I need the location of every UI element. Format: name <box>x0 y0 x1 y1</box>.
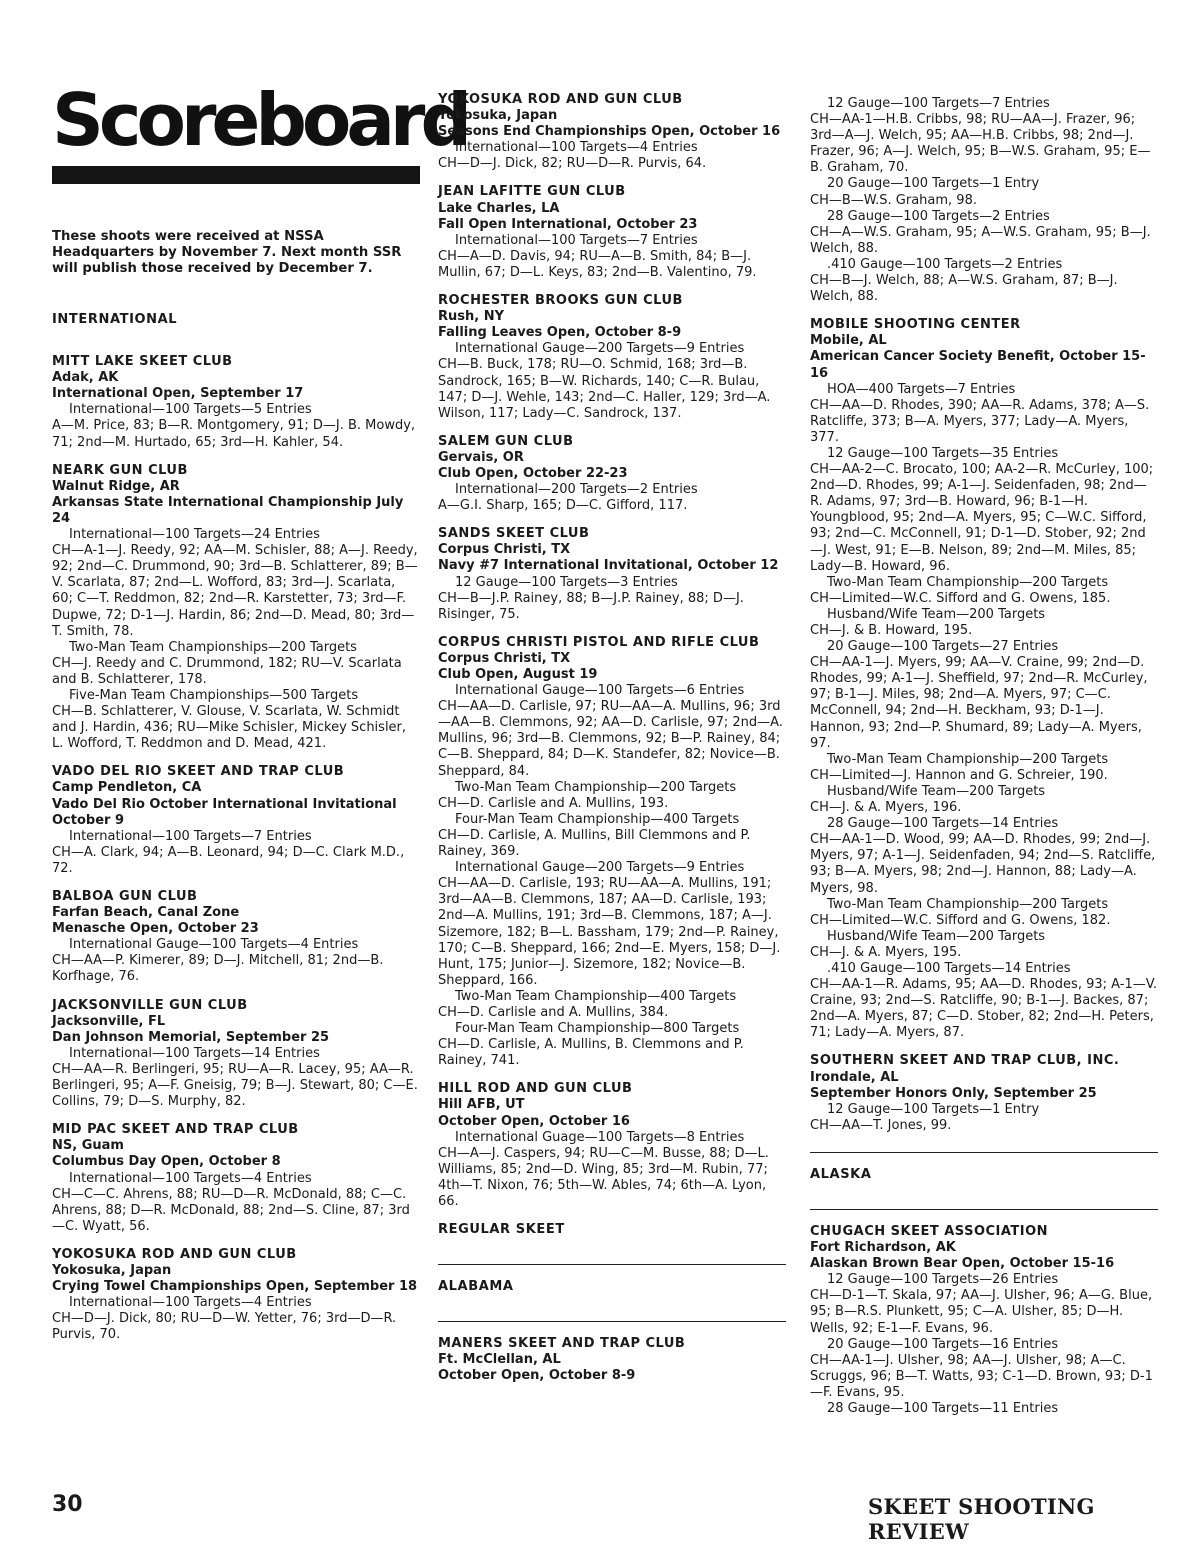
club-location: Corpus Christi, TX <box>438 542 571 558</box>
event-title: Crying Towel Championships Open, September 18 <box>52 1279 418 1295</box>
results-text: CH—AA—D. Carlisle, 97; RU—AA—A. Mullins, 96; 3rd—AA—B. Clemmons, 92; AA—D. Carlisle, 97; 2nd—A. Mullins, 96; 3rd—B. Clemmons, 92; B—P. Rainey, 84; C—B. Sheppard, 84; D—K. Standefer, 82; Novice—B. Sheppard, 84. <box>438 699 783 779</box>
event-class: International Gauge—200 Targets—9 Entries <box>455 341 745 357</box>
event-class: 20 Gauge—100 Targets—27 Entries <box>827 639 1059 655</box>
event-class: 12 Gauge—100 Targets—35 Entries <box>827 445 1059 461</box>
club-location: Jacksonville, FL <box>52 1013 166 1029</box>
results-text: CH—B—J.P. Rainey, 88; B—J.P. Rainey, 88; D—J. Risinger, 75. <box>438 590 744 622</box>
club-name: MID PAC SKEET AND TRAP CLUB <box>52 1122 299 1138</box>
club-name: MITT LAKE SKEET CLUB <box>52 354 233 370</box>
club-entry <box>438 1336 786 1384</box>
club-entry <box>438 92 786 172</box>
masthead-bar <box>52 166 420 184</box>
club-entry <box>52 764 418 877</box>
event-class: .410 Gauge—100 Targets—14 Entries <box>827 960 1071 976</box>
event-class: 28 Gauge—100 Targets—11 Entries <box>827 1401 1059 1417</box>
club-entry <box>52 1122 418 1235</box>
event-class: International—100 Targets—14 Entries <box>69 1045 320 1061</box>
club-location: Corpus Christi, TX <box>438 650 571 666</box>
club-entry <box>52 998 418 1111</box>
page-title: Scoreboard <box>52 78 467 162</box>
results-text: CH—J. & A. Myers, 196. <box>810 800 962 816</box>
results-text: CH—AA-1—D. Wood, 99; AA—D. Rhodes, 99; 2nd—J. Myers, 97; A-1—J. Seidenfaden, 94; 2nd—S. Ratcliffe, 93; B—A. Myers, 98; 2nd—J. Hannon, 88; Lady—A. Myers, 98. <box>810 832 1156 896</box>
results-text: CH—D-1—T. Skala, 97; AA—J. Ulsher, 96; A—G. Blue, 95; B—R.S. Plunkett, 95; C—A. Ulsher, 85; D—H. Wells, 92; E-1—F. Evans, 96. <box>810 1288 1153 1336</box>
results-text: CH—A—D. Davis, 94; RU—A—B. Smith, 84; B—J. Mullin, 67; D—L. Keys, 83; 2nd—B. Valentino, 79. <box>438 248 757 280</box>
club-name: NEARK GUN CLUB <box>52 462 188 478</box>
club-location: Hill AFB, UT <box>438 1097 525 1113</box>
event-class: International—100 Targets—24 Entries <box>69 527 320 543</box>
club-name: SOUTHERN SKEET AND TRAP CLUB, INC. <box>810 1053 1120 1069</box>
divider <box>810 1209 1158 1210</box>
club-location: Irondale, AL <box>810 1069 899 1085</box>
club-name: YOKOSUKA ROD AND GUN CLUB <box>52 1246 297 1262</box>
club-location: Yokosuka, Japan <box>52 1262 172 1278</box>
event-class: Two-Man Team Championship—200 Targets <box>827 896 1109 912</box>
club-name: JEAN LAFITTE GUN CLUB <box>438 184 626 200</box>
results-text: CH—AA—D. Rhodes, 390; AA—R. Adams, 378; A—S. Ratcliffe, 373; B—A. Myers, 377; Lady—A. Myers, 377. <box>810 397 1150 445</box>
results-text: CH—AA-2—C. Brocato, 100; AA-2—R. McCurley, 100; 2nd—D. Rhodes, 99; A-1—J. Seidenfaden, 98; 2nd—R. Adams, 97; 3rd—B. Howard, 96; B-1—H. Youngblood, 95; 2nd—A. Myers, 95; C—W.C. Sifford, 93; 2nd—C. McConnell, 91; D-1—D. Stober, 92; 2nd—J. West, 91; E—B. Nelson, 89; 2nd—M. Miles, 85; Lady—B. Howard, 96. <box>810 462 1154 574</box>
event-class: 28 Gauge—100 Targets—14 Entries <box>827 816 1059 832</box>
section-heading: INTERNATIONAL <box>52 312 178 327</box>
club-name: VADO DEL RIO SKEET AND TRAP CLUB <box>52 764 345 780</box>
event-class: International—100 Targets—5 Entries <box>69 402 312 418</box>
event-title: Club Open, October 22-23 <box>438 465 628 481</box>
results-text: CH—B—W.S. Graham, 98. <box>810 192 977 208</box>
event-class: International—100 Targets—4 Entries <box>455 140 698 156</box>
magazine-name: SKEET SHOOTING REVIEW <box>868 1494 1095 1544</box>
club-entry <box>52 889 418 986</box>
club-entry <box>438 1081 786 1210</box>
event-class: Five-Man Team Championships—500 Targets <box>69 687 359 703</box>
event-class: Two-Man Team Championship—200 Targets <box>827 751 1109 767</box>
event-class: Husband/Wife Team—200 Targets <box>827 606 1046 622</box>
event-title: Vado Del Rio October International Invitational October 9 <box>52 796 397 828</box>
event-class: Husband/Wife Team—200 Targets <box>827 783 1046 799</box>
section-heading: ALABAMA <box>438 1279 514 1295</box>
event-class: 12 Gauge—100 Targets—1 Entry <box>827 1101 1040 1117</box>
results-text: CH—J. & A. Myers, 195. <box>810 944 962 960</box>
event-class: International Gauge—200 Targets—9 Entries <box>455 860 745 876</box>
event-class: 20 Gauge—100 Targets—16 Entries <box>827 1336 1059 1352</box>
results-text: CH—B. Schlatterer, V. Glouse, V. Scarlata, W. Schmidt and J. Hardin, 436; RU—Mike Schisler, Mickey Schisler, L. Wofford, T. Reddmon and D. Mead, 421. <box>52 704 407 752</box>
club-location: Fort Richardson, AK <box>810 1240 956 1256</box>
event-title: Club Open, August 19 <box>438 667 598 682</box>
event-title: Dan Johnson Memorial, September 25 <box>52 1029 330 1045</box>
results-text: CH—D. Carlisle and A. Mullins, 193. <box>438 795 669 811</box>
event-title: October Open, October 8-9 <box>438 1368 636 1384</box>
club-entry <box>810 317 1158 1041</box>
results-text: CH—AA—P. Kimerer, 89; D—J. Mitchell, 81; 2nd—B. Korfhage, 76. <box>52 953 384 985</box>
club-location: Camp Pendleton, CA <box>52 780 202 796</box>
results-text: CH—B. Buck, 178; RU—O. Schmid, 168; 3rd—B. Sandrock, 165; B—W. Richards, 140; C—R. Bulau, 147; D—J. Wehle, 143; 2nd—C. Haller, 129; 3rd—A. Wilson, 117; Lady—C. Sandrock, 137. <box>438 357 771 421</box>
results-text: CH—C—C. Ahrens, 88; RU—D—R. McDonald, 88; C—C. Ahrens, 88; D—R. McDonald, 88; 2nd—S. Cline, 87; 3rd—C. Wyatt, 56. <box>52 1186 410 1234</box>
club-location: Farfan Beach, Canal Zone <box>52 905 240 921</box>
event-class: Two-Man Team Championship—200 Targets <box>455 779 737 795</box>
results-text: CH—D. Carlisle, A. Mullins, Bill Clemmons and P. Rainey, 369. <box>438 827 751 860</box>
event-class: Two-Man Team Championships—200 Targets <box>69 639 357 655</box>
results-text: CH—A. Clark, 94; A—B. Leonard, 94; D—C. Clark M.D., 72. <box>52 844 405 876</box>
club-location: Walnut Ridge, AR <box>52 478 180 494</box>
results-text: CH—A-1—J. Reedy, 92; AA—M. Schisler, 88; A—J. Reedy, 92; 2nd—C. Drummond, 90; 3rd—B. Schlatterer, 89; B—V. Scarlata, 87; 2nd—L. Wofford, 83; 3rd—J. Scarlata, 60; C—T. Reddmon, 82; 2nd—R. Karstetter, 73; 3rd—F. Dupwe, 72; D-1—J. Hardin, 86; 2nd—D. Mead, 80; 3rd—T. Smith, 78. <box>52 543 418 639</box>
section-heading: ALASKA <box>810 1166 872 1182</box>
club-location: Yokosuka, Japan <box>438 108 558 124</box>
results-text: CH—D. Carlisle, A. Mullins, B. Clemmons and P. Rainey, 741. <box>438 1037 744 1069</box>
event-class: International—100 Targets—7 Entries <box>455 232 698 248</box>
event-class: .410 Gauge—100 Targets—2 Entries <box>827 256 1063 272</box>
results-text: CH—J. & B. Howard, 195. <box>810 623 973 638</box>
event-class: International Gauge—100 Targets—4 Entries <box>69 937 359 953</box>
club-name: JACKSONVILLE GUN CLUB <box>52 997 248 1013</box>
event-title: October Open, October 16 <box>438 1113 630 1129</box>
results-text: CH—Limited—J. Hannon and G. Schreier, 190. <box>810 767 1108 783</box>
club-entry <box>438 184 786 281</box>
club-entry <box>810 96 1158 305</box>
event-title: September Honors Only, September 25 <box>810 1085 1097 1101</box>
results-text: CH—A—J. Caspers, 94; RU—C—M. Busse, 88; D—L. Williams, 85; 2nd—D. Wing, 85; 3rd—M. Rubin, 77; 4th—T. Nixon, 76; 5th—W. Ables, 74; 6th—A. Lyon, 66. <box>438 1145 769 1209</box>
results-text: A—M. Price, 83; B—R. Montgomery, 91; D—J. B. Mowdy, 71; 2nd—M. Hurtado, 65; 3rd—H. Kahler, 54. <box>52 418 416 450</box>
results-text: CH—AA-1—J. Myers, 99; AA—V. Craine, 99; 2nd—D. Rhodes, 99; A-1—J. Sheffield, 97; 2nd—R. McCurley, 97; B-1—J. Miles, 98; 2nd—A. Myers, 97; C—C. McConnell, 94; 2nd—H. Beckham, 93; D-1—J. Hannon, 93; 2nd—P. Shumard, 89; Lady—A. Myers, 97. <box>810 655 1148 751</box>
club-location: Lake Charles, LA <box>438 200 560 216</box>
event-class: HOA—400 Targets—7 Entries <box>827 381 1016 397</box>
results-text: CH—A—W.S. Graham, 95; A—W.S. Graham, 95; B—J. Welch, 88. <box>810 224 1151 256</box>
club-entry <box>810 1053 1158 1133</box>
event-class: Four-Man Team Championship—400 Targets <box>455 811 740 827</box>
column-3 <box>810 96 1158 1429</box>
event-title: Alaskan Brown Bear Open, October 15-16 <box>810 1256 1115 1272</box>
event-class: International—100 Targets—7 Entries <box>69 828 312 844</box>
results-text: CH—AA—D. Carlisle, 193; RU—AA—A. Mullins, 191; 3rd—AA—B. Clemmons, 187; AA—D. Carlisle, 193; 2nd—A. Mullins, 191; 3rd—B. Clemmons, 187; A—J. Sizemore, 182; B—L. Bassham, 179; 2nd—P. Rainey, 170; C—B. Sheppard, 166; 2nd—E. Myers, 158; D—J. Hunt, 175; Junior—J. Sizemore, 182; Novice—B. Sheppard, 166. <box>438 876 781 988</box>
club-entry <box>438 293 786 422</box>
club-entry <box>438 434 786 514</box>
club-entry <box>438 526 786 623</box>
club-location: Mobile, AL <box>810 333 887 349</box>
club-entry <box>52 463 418 753</box>
club-name: MOBILE SHOOTING CENTER <box>810 317 1021 333</box>
column-2 <box>438 92 786 1397</box>
results-text: CH—AA-1—H.B. Cribbs, 98; RU—AA—J. Frazer, 96; 3rd—A—J. Welch, 95; AA—H.B. Cribbs, 98; 2nd—J. Frazer, 96; A—J. Welch, 95; B—W.S. Graham, 95; E—B. Graham, 70. <box>810 112 1151 176</box>
event-title: Menasche Open, October 23 <box>52 921 259 937</box>
results-text: CH—AA-1—R. Adams, 95; AA—D. Rhodes, 93; A-1—V. Craine, 93; 2nd—S. Ratcliffe, 90; B-1—J. Backes, 87; 2nd—A. Myers, 87; C—D. Stober, 82; 2nd—H. Peters, 71; Lady—A. Myers, 87. <box>810 977 1158 1041</box>
results-text: CH—D. Carlisle and A. Mullins, 384. <box>438 1004 669 1020</box>
event-class: 12 Gauge—100 Targets—7 Entries <box>827 96 1050 111</box>
results-text: CH—D—J. Dick, 82; RU—D—R. Purvis, 64. <box>438 156 707 172</box>
event-class: Two-Man Team Championship—200 Targets <box>827 574 1109 590</box>
event-class: International—200 Targets—2 Entries <box>455 482 698 498</box>
event-title: International Open, September 17 <box>52 386 304 402</box>
event-title: Navy #7 International Invitational, October 12 <box>438 558 779 574</box>
club-entry <box>52 1247 418 1344</box>
club-name: ROCHESTER BROOKS GUN CLUB <box>438 293 683 309</box>
event-class: International Gauge—100 Targets—6 Entries <box>455 683 745 699</box>
club-location: NS, Guam <box>52 1138 124 1154</box>
event-class: 12 Gauge—100 Targets—26 Entries <box>827 1272 1059 1288</box>
page-number: 30 <box>52 1492 83 1517</box>
club-location: Ft. McClellan, AL <box>438 1352 561 1368</box>
event-title: Seasons End Championships Open, October 16 <box>438 124 781 140</box>
event-title: Arkansas State International Championship July 24 <box>52 494 404 526</box>
event-class: Husband/Wife Team—200 Targets <box>827 928 1046 944</box>
results-text: CH—AA—R. Berlingeri, 95; RU—A—R. Lacey, 95; AA—R. Berlingeri, 95; A—F. Gneisig, 79; B—J. Stewart, 80; C—E. Collins, 79; D—S. Murphy, 82. <box>52 1061 418 1110</box>
club-entry <box>438 635 786 1070</box>
club-name: BALBOA GUN CLUB <box>52 889 198 904</box>
results-text: CH—J. Reedy and C. Drummond, 182; RU—V. Scarlata and B. Schlatterer, 178. <box>52 655 402 687</box>
divider <box>438 1264 786 1265</box>
event-class: Four-Man Team Championship—800 Targets <box>455 1021 740 1037</box>
event-class: 12 Gauge—100 Targets—3 Entries <box>455 574 678 590</box>
masthead <box>52 78 467 184</box>
club-location: Rush, NY <box>438 309 505 325</box>
club-name: CORPUS CHRISTI PISTOL AND RIFLE CLUB <box>438 634 760 650</box>
club-location: Adak, AK <box>52 370 119 386</box>
event-title: Fall Open International, October 23 <box>438 216 698 232</box>
club-name: HILL ROD AND GUN CLUB <box>438 1081 633 1097</box>
event-class: 28 Gauge—100 Targets—2 Entries <box>827 208 1050 224</box>
club-name: MANERS SKEET AND TRAP CLUB <box>438 1336 686 1352</box>
event-title: Columbus Day Open, October 8 <box>52 1154 281 1170</box>
intro-note: These shoots were received at NSSA Headquarters by November 7. Next month SSR will publish those received by December 7. <box>52 229 402 276</box>
club-location: Gervais, OR <box>438 449 524 465</box>
event-class: 20 Gauge—100 Targets—1 Entry <box>827 176 1040 192</box>
club-entry <box>52 354 418 451</box>
event-class: International Guage—100 Targets—8 Entries <box>455 1129 745 1145</box>
results-text: CH—AA—T. Jones, 99. <box>810 1117 952 1133</box>
results-text: CH—B—J. Welch, 88; A—W.S. Graham, 87; B—J. Welch, 88. <box>810 273 1118 305</box>
results-text: CH—AA-1—J. Ulsher, 98; AA—J. Ulsher, 98; A—C. Scruggs, 96; B—T. Watts, 93; C-1—D. Brown, 93; D-1—F. Evans, 95. <box>810 1352 1153 1400</box>
results-text: CH—Limited—W.C. Sifford and G. Owens, 185. <box>810 590 1111 606</box>
divider <box>810 1152 1158 1153</box>
section-heading: REGULAR SKEET <box>438 1222 565 1238</box>
club-entry <box>810 1224 1158 1417</box>
club-name: SANDS SKEET CLUB <box>438 526 590 542</box>
event-class: International—100 Targets—4 Entries <box>69 1295 312 1311</box>
results-text: A—G.I. Sharp, 165; D—C. Gifford, 117. <box>438 498 688 514</box>
results-text: CH—D—J. Dick, 80; RU—D—W. Yetter, 76; 3rd—D—R. Purvis, 70. <box>52 1311 397 1343</box>
club-name: SALEM GUN CLUB <box>438 433 574 449</box>
club-name: YOKOSUKA ROD AND GUN CLUB <box>438 92 683 107</box>
event-title: American Cancer Society Benefit, October 15-16 <box>810 349 1146 381</box>
divider <box>438 1321 786 1322</box>
event-class: International—100 Targets—4 Entries <box>69 1170 312 1186</box>
event-title: Falling Leaves Open, October 8-9 <box>438 325 682 341</box>
event-class: Two-Man Team Championship—400 Targets <box>455 988 737 1004</box>
club-name: CHUGACH SKEET ASSOCIATION <box>810 1224 1049 1239</box>
column-1 <box>52 312 418 1355</box>
results-text: CH—Limited—W.C. Sifford and G. Owens, 182. <box>810 912 1111 928</box>
